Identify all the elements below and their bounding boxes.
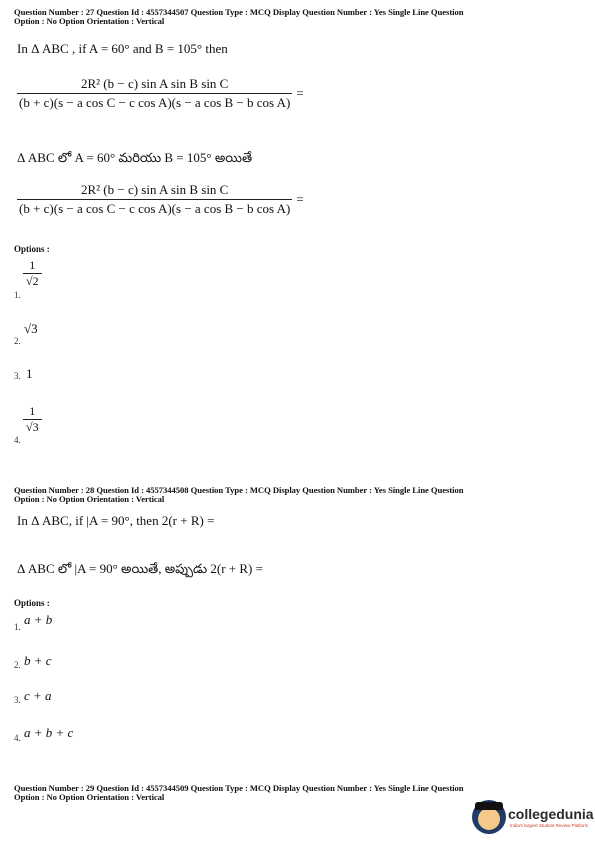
q28-meta-line2: Option : No Option Orientation : Vertical: [14, 494, 165, 504]
q27-option-1-number: 1.: [14, 290, 21, 300]
q27-option-3-number: 3.: [14, 371, 21, 381]
q27-equals: =: [296, 85, 304, 101]
q27-denominator-telugu: (b + c)(s − a cos C − c cos A)(s − a cos B − b cos A): [19, 201, 291, 216]
q28-telugu-line: Δ ABC లో |A = 90° అయితే, అప్పుడు 2(r + R) =: [17, 561, 263, 576]
q27-numerator-telugu: 2R² (b − c) sin A sin B sin C: [80, 182, 229, 197]
q27-option-1-value[interactable]: [23, 258, 42, 289]
q28-option-1-value[interactable]: a + b: [24, 612, 53, 627]
q29-meta-line2: Option : No Option Orientation : Vertical: [14, 792, 165, 802]
q28-option-4-value[interactable]: a + b + c: [24, 725, 74, 740]
q27-english-prefix: In Δ ABC , if A = 60° and B = 105° then: [17, 41, 228, 56]
q27-option-3-value[interactable]: 1: [26, 366, 33, 381]
q27-option-4-denominator: √3: [23, 419, 42, 435]
q27-option-2-number: 2.: [14, 336, 21, 346]
q28-option-4-number: 4.: [14, 733, 21, 743]
brand-name: collegedunia: [508, 806, 594, 822]
q27-option-4-numerator: 1: [29, 404, 36, 418]
q27-expression-telugu: [17, 182, 304, 217]
q27-option-1-numerator: 1: [29, 258, 36, 272]
q27-meta-line1: Question Number : 27 Question Id : 4557344507 Question Type : MCQ Display Question Number : Yes Single Line Question: [14, 7, 464, 17]
q29-meta-line1: Question Number : 29 Question Id : 4557344509 Question Type : MCQ Display Question Number : Yes Single Line Question: [14, 783, 464, 793]
q28-option-3-value[interactable]: c + a: [24, 688, 52, 703]
q28-meta-line1: Question Number : 28 Question Id : 4557344508 Question Type : MCQ Display Question Number : Yes Single Line Question: [14, 485, 464, 495]
q27-telugu-line: Δ ABC లో A = 60° మరియు B = 105° అయితే: [17, 150, 253, 165]
q27-options-label: Options :: [14, 244, 50, 254]
q27-equals-telugu: =: [296, 191, 304, 207]
q27-option-2-value[interactable]: √3: [24, 321, 38, 336]
q27-denominator: (b + c)(s − a cos C − c cos A)(s − a cos B − b cos A): [19, 95, 291, 110]
q28-option-2-value[interactable]: b + c: [24, 653, 52, 668]
brand-tagline: India's largest Student Review Platform: [510, 823, 589, 828]
q28-option-1-number: 1.: [14, 622, 21, 632]
q28-option-3-number: 3.: [14, 695, 21, 705]
watermark-logo: [470, 796, 592, 838]
q27-meta-line2: Option : No Option Orientation : Vertical: [14, 16, 165, 26]
q27-option-1-denominator: √2: [23, 273, 42, 289]
q27-expression-english: [17, 76, 304, 111]
q27-option-4-number: 4.: [14, 435, 21, 445]
mascot-icon: [472, 800, 506, 834]
q28-english-line: In Δ ABC, if |A = 90°, then 2(r + R) =: [17, 513, 215, 528]
q28-option-2-number: 2.: [14, 660, 21, 670]
q27-option-4-value[interactable]: [23, 404, 42, 435]
q28-options-label: Options :: [14, 598, 50, 608]
q27-numerator: 2R² (b − c) sin A sin B sin C: [80, 76, 229, 91]
